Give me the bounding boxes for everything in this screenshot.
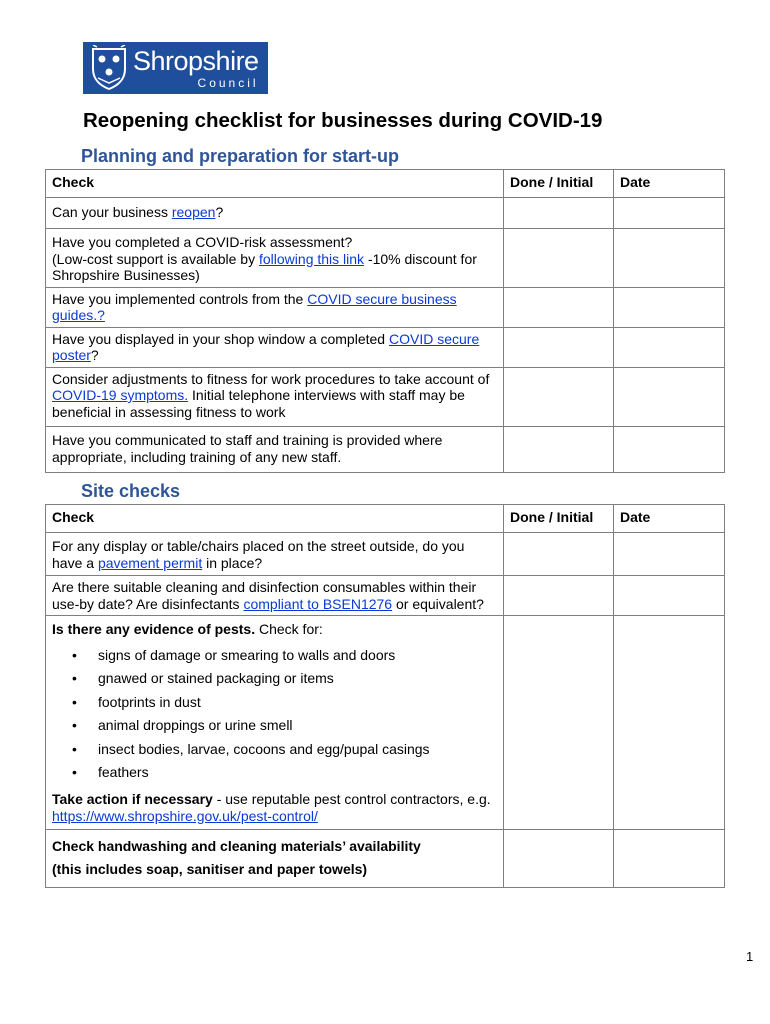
pest-control-link[interactable]: https://www.shropshire.gov.uk/pest-control/ — [52, 807, 318, 824]
list-item: • animal droppings or urine smell — [72, 714, 497, 738]
date-cell[interactable] — [614, 327, 725, 367]
table-header-row — [46, 505, 725, 533]
list-item: • signs of damage or smearing to walls and doors — [72, 644, 497, 668]
done-cell[interactable] — [504, 830, 614, 888]
check-cell: Have you completed a COVID-risk assessment? (Low-cost support is available by following this link -10% discount for Shropshire Businesses) — [46, 229, 504, 288]
page-number: 1 — [746, 949, 754, 964]
pests-lead: Is there any evidence of pests. Check for: — [52, 621, 323, 637]
site-checks-table — [45, 504, 725, 888]
done-cell[interactable] — [504, 229, 614, 288]
list-item: • feathers — [72, 761, 497, 785]
table-row — [46, 576, 725, 616]
check-cell: Are there suitable cleaning and disinfection consumables within their use-by date? Are disinfectants compliant to BSEN1276 or equivalent? — [46, 576, 504, 616]
date-cell[interactable] — [614, 427, 725, 473]
column-header-done: Done / Initial — [504, 170, 614, 198]
table-row — [46, 198, 725, 229]
date-cell[interactable] — [614, 616, 725, 830]
done-cell[interactable] — [504, 287, 614, 327]
date-cell[interactable] — [614, 229, 725, 288]
council-logo — [83, 42, 268, 94]
check-cell: For any display or table/chairs placed on the street outside, do you have a pavement permit in place? — [46, 533, 504, 576]
date-cell[interactable] — [614, 287, 725, 327]
list-item: • gnawed or stained packaging or items — [72, 667, 497, 691]
table-row — [46, 367, 725, 427]
date-cell[interactable] — [614, 198, 725, 229]
done-cell[interactable] — [504, 327, 614, 367]
document-title: Reopening checklist for businesses during COVID-19 — [83, 109, 603, 132]
date-cell[interactable] — [614, 830, 725, 888]
covid-poster-link[interactable]: COVID secure poster — [52, 330, 480, 363]
column-header-check: Check — [46, 505, 504, 533]
table-row — [46, 533, 725, 576]
done-cell[interactable] — [504, 576, 614, 616]
crest-icon — [89, 45, 129, 91]
check-cell: Have you displayed in your shop window a completed COVID secure poster? — [46, 327, 504, 367]
pests-action: Take action if necessary - use reputable pest control contractors, e.g. https://www.shropshire.gov.uk/pest-control/ — [52, 791, 491, 824]
section-heading-planning: Planning and preparation for start-up — [81, 146, 400, 166]
date-cell[interactable] — [614, 367, 725, 427]
table-row — [46, 287, 725, 327]
date-cell[interactable] — [614, 533, 725, 576]
risk-assessment-link[interactable]: following this link — [259, 250, 365, 267]
done-cell[interactable] — [504, 367, 614, 427]
logo-subtitle: Council — [197, 75, 259, 90]
column-header-date: Date — [614, 505, 725, 533]
section-heading-site-checks: Site checks — [81, 481, 181, 501]
check-cell — [46, 616, 504, 830]
table-row — [46, 327, 725, 367]
check-cell: Have you implemented controls from the COVID secure business guides.? — [46, 287, 504, 327]
table-row — [46, 830, 725, 888]
done-cell[interactable] — [504, 198, 614, 229]
list-item: • insect bodies, larvae, cocoons and egg/pupal casings — [72, 738, 497, 762]
list-item: • footprints in dust — [72, 691, 497, 715]
check-cell: Consider adjustments to fitness for work procedures to take account of COVID-19 symptoms. Initial telephone interviews with staff may be beneficial in assessing fitness to work — [46, 367, 504, 427]
bsen1276-link[interactable]: compliant to BSEN1276 — [243, 595, 393, 612]
table-header-row — [46, 170, 725, 198]
covid-secure-guides-link[interactable]: COVID secure business guides.? — [52, 290, 457, 323]
done-cell[interactable] — [504, 533, 614, 576]
column-header-check: Check — [46, 170, 504, 198]
handwashing-check: Check handwashing and cleaning materials’ availability — [52, 838, 421, 855]
column-header-done: Done / Initial — [504, 505, 614, 533]
table-row — [46, 427, 725, 473]
check-cell: Have you communicated to staff and training is provided where appropriate, including training of any new staff. — [46, 427, 504, 473]
pest-signs-list — [52, 644, 497, 786]
date-cell[interactable] — [614, 576, 725, 616]
covid-symptoms-link[interactable]: COVID-19 symptoms. — [52, 387, 189, 403]
check-cell: Can your business reopen? — [46, 198, 504, 229]
table-row — [46, 229, 725, 288]
reopen-link[interactable]: reopen — [171, 204, 216, 220]
handwashing-note: (this includes soap, sanitiser and paper towels) — [52, 861, 368, 878]
logo-name: Shropshire — [133, 45, 259, 76]
done-cell[interactable] — [504, 427, 614, 473]
table-row — [46, 616, 725, 830]
done-cell[interactable] — [504, 616, 614, 830]
column-header-date: Date — [614, 170, 725, 198]
check-cell — [46, 830, 504, 888]
pavement-permit-link[interactable]: pavement permit — [97, 554, 203, 571]
planning-checklist-table — [45, 169, 725, 473]
